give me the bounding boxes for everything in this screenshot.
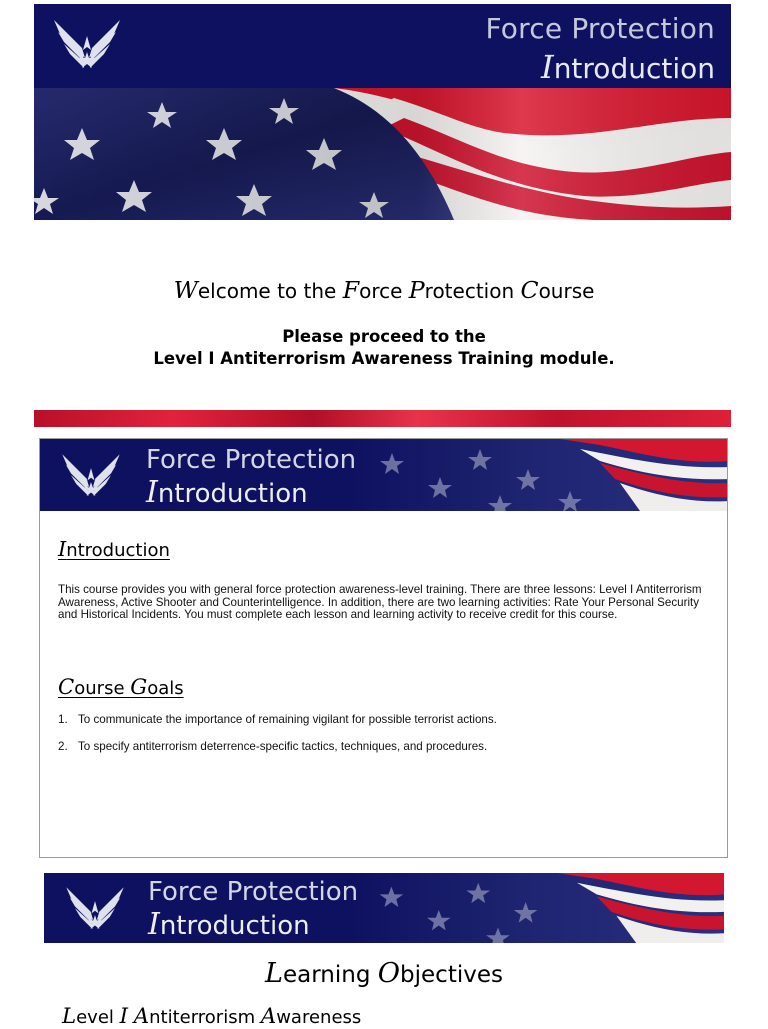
welcome-heading (0, 276, 768, 304)
sub-initial-i: I (119, 1004, 129, 1029)
lo-initial-o: O (377, 958, 401, 989)
goal-text: To specify antiterrorism deterrence-specific tactics, techniques, and procedures. (78, 740, 488, 753)
air-force-wings-icon (64, 882, 126, 936)
objectives-subheading (62, 1004, 361, 1029)
sub-text-4: wareness (276, 1007, 362, 1028)
objectives-banner-initial: I (148, 907, 160, 942)
banner-flag-image (40, 439, 728, 511)
course-goals-heading (58, 675, 184, 700)
sub-text-3: ntiterrorism (149, 1007, 261, 1028)
introduction-panel (39, 438, 728, 858)
welcome-text-1: elcome to the (197, 279, 343, 303)
panel-banner-line1: Force Protection (146, 445, 357, 475)
sub-initial-l: L (62, 1004, 77, 1029)
introduction-heading-rest: ntroduction (66, 540, 170, 561)
goal-number: 1. (58, 713, 68, 726)
learning-objectives-heading (0, 958, 768, 989)
introduction-heading (58, 537, 170, 561)
lo-text-2: bjectives (400, 962, 503, 988)
welcome-initial-c: C (520, 276, 539, 304)
objectives-banner (44, 873, 724, 943)
banner-title-line2 (541, 48, 715, 86)
panel-banner-line2 (146, 475, 308, 510)
proceed-instructions (0, 326, 768, 370)
banner-flag-image (44, 873, 724, 943)
banner-title-rest: ntroduction (553, 52, 715, 85)
goals-initial-g: G (130, 675, 148, 700)
goals-text-2: oals (147, 678, 184, 699)
goals-text-1: ourse (74, 678, 131, 699)
sub-text-1: evel (76, 1007, 120, 1028)
air-force-wings-icon (52, 14, 122, 76)
banner-title-line1: Force Protection (485, 12, 715, 45)
introduction-heading-initial: I (58, 537, 67, 561)
panel-banner-initial: I (146, 475, 158, 510)
american-flag-image (34, 88, 731, 220)
welcome-text-3: rotection (424, 279, 521, 303)
panel-banner (40, 439, 728, 511)
lo-text-1: earning (283, 962, 378, 988)
introduction-paragraph: This course provides you with general force protection awareness-level training. There are three lessons: Level I Antiterrorism Awareness, Active Shooter and Counterintelligence. In addition, there are two learning activities: Rate Your Personal Security and Historical Incidents. You must complete each lesson and learning activity to receive credit for this course. (58, 583, 702, 621)
welcome-text-2: orce (359, 279, 409, 303)
welcome-initial-p: P (408, 276, 425, 304)
goal-item (58, 713, 497, 726)
objectives-banner-rest: ntroduction (159, 911, 310, 941)
air-force-wings-icon (60, 449, 122, 503)
objectives-banner-line2 (148, 907, 310, 942)
course-banner (34, 4, 731, 220)
proceed-line-1: Please proceed to the (282, 327, 486, 346)
goal-number: 2. (58, 740, 68, 753)
welcome-initial-w: W (173, 276, 198, 304)
goals-initial-c: C (58, 675, 75, 700)
proceed-line-2: Level I Antiterrorism Awareness Training module. (153, 349, 615, 368)
banner-title-initial: I (540, 48, 554, 86)
lo-initial-l: L (265, 958, 284, 989)
red-divider (34, 410, 731, 427)
goal-text: To communicate the importance of remaining vigilant for possible terrorist actions. (78, 713, 497, 726)
sub-initial-a2: A (260, 1004, 277, 1029)
goal-item (58, 740, 487, 753)
panel-banner-rest: ntroduction (157, 479, 308, 509)
objectives-banner-line1: Force Protection (148, 877, 359, 907)
welcome-text-4: ourse (538, 279, 595, 303)
sub-initial-a1: A (133, 1004, 150, 1029)
welcome-initial-f: F (342, 276, 360, 304)
